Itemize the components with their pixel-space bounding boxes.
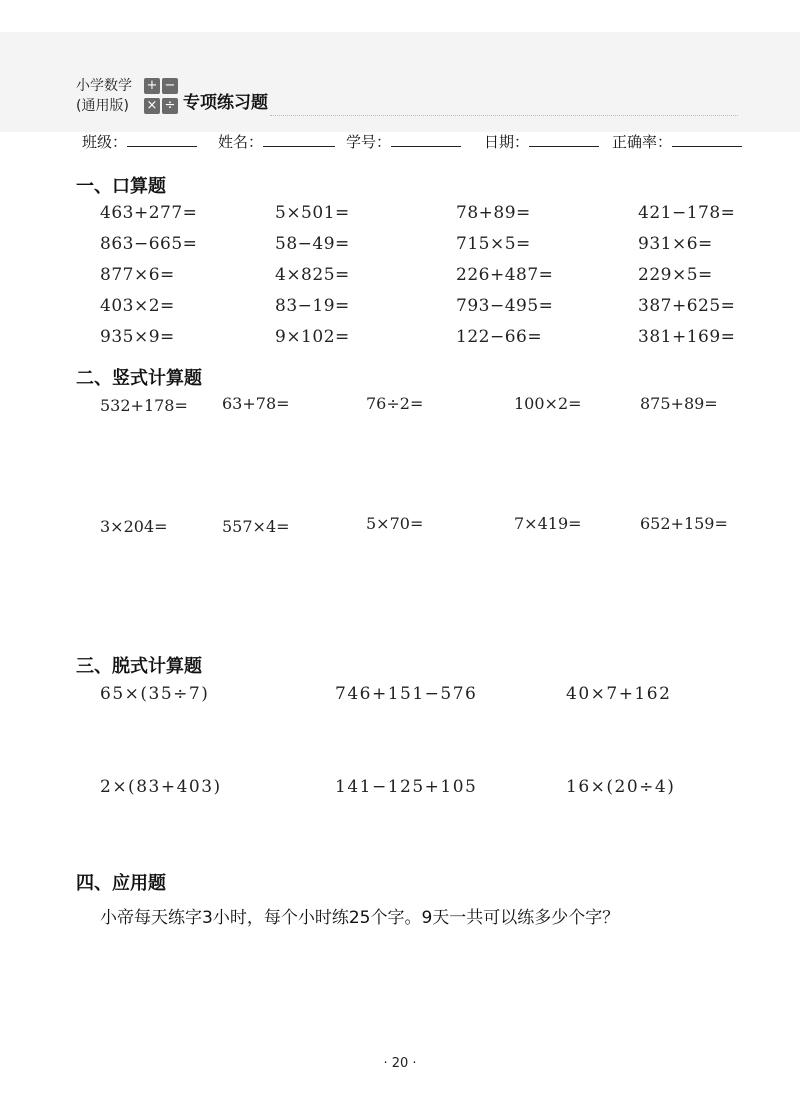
oral-problem: 877×6= (100, 265, 175, 285)
oral-problem: 421−178= (638, 203, 736, 223)
student-id-field[interactable] (346, 131, 461, 152)
page-title: 专项练习题 (183, 93, 268, 113)
class-label: 班级： (82, 133, 128, 151)
name-field[interactable] (218, 131, 335, 152)
oral-problem: 793−495= (456, 296, 554, 316)
name-label: 姓名： (218, 133, 264, 151)
date-label: 日期： (484, 133, 530, 151)
class-field[interactable] (82, 131, 197, 152)
student-info (82, 131, 762, 153)
page-number: · 20 · (383, 1056, 417, 1071)
oral-problem: 5×501= (275, 203, 350, 223)
oral-problem: 229×5= (638, 265, 713, 285)
brand-label (76, 76, 132, 116)
oral-problem: 83−19= (275, 296, 350, 316)
oral-problem: 381+169= (638, 327, 736, 347)
plus-icon: + (144, 78, 160, 94)
times-icon: × (144, 98, 160, 114)
oral-problem: 78+89= (456, 203, 531, 223)
accuracy-field[interactable] (612, 131, 742, 152)
vertical-problem: 3×204= (100, 517, 168, 536)
vertical-problem: 63+78= (222, 394, 290, 413)
oral-problem: 58−49= (275, 234, 350, 254)
oral-problem: 463+277= (100, 203, 198, 223)
date-field[interactable] (484, 131, 599, 152)
student-id-label: 学号： (346, 133, 392, 151)
vertical-problem: 5×70= (366, 514, 424, 533)
stepwise-problem: 40×7+162 (566, 684, 672, 704)
accuracy-blank[interactable] (672, 132, 742, 147)
section-title: 二、竖式计算题 (76, 368, 202, 389)
oral-problem: 9×102= (275, 327, 350, 347)
stepwise-problem: 16×(20÷4) (566, 777, 676, 797)
oral-problem: 226+487= (456, 265, 554, 285)
vertical-problem: 532+178= (100, 396, 188, 415)
oral-problem: 863−665= (100, 234, 198, 254)
word-problem: 小帝每天练字3小时，每个小时练25个字。9天一共可以练多少个字？ (100, 908, 620, 928)
accuracy-label: 正确率： (612, 133, 673, 151)
oral-problem: 122−66= (456, 327, 543, 347)
student-id-blank[interactable] (391, 132, 461, 147)
operator-icons (144, 78, 180, 116)
vertical-problem: 652+159= (640, 514, 728, 533)
brand-line2: (通用版) (76, 98, 129, 114)
stepwise-problem: 2×(83+403) (100, 777, 222, 797)
date-blank[interactable] (529, 132, 599, 147)
stepwise-problem: 746+151−576 (335, 684, 478, 704)
oral-problem: 4×825= (275, 265, 350, 285)
oral-problem: 931×6= (638, 234, 713, 254)
divide-icon: ÷ (162, 98, 178, 114)
oral-problem: 935×9= (100, 327, 175, 347)
stepwise-problem: 141−125+105 (335, 777, 478, 797)
vertical-problem: 100×2= (514, 394, 582, 413)
header-divider (270, 115, 738, 116)
oral-problem: 403×2= (100, 296, 175, 316)
vertical-problem: 76÷2= (366, 394, 424, 413)
oral-problem: 715×5= (456, 234, 531, 254)
name-blank[interactable] (263, 132, 335, 147)
section-title: 一、口算题 (76, 176, 166, 197)
brand-line1: 小学数学 (76, 78, 132, 94)
class-blank[interactable] (127, 132, 197, 147)
vertical-problem: 7×419= (514, 514, 582, 533)
section-title: 三、脱式计算题 (76, 656, 202, 677)
oral-problem: 387+625= (638, 296, 736, 316)
vertical-problem: 557×4= (222, 517, 290, 536)
vertical-problem: 875+89= (640, 394, 718, 413)
minus-icon: − (162, 78, 178, 94)
section-title: 四、应用题 (76, 873, 166, 894)
stepwise-problem: 65×(35÷7) (100, 684, 210, 704)
